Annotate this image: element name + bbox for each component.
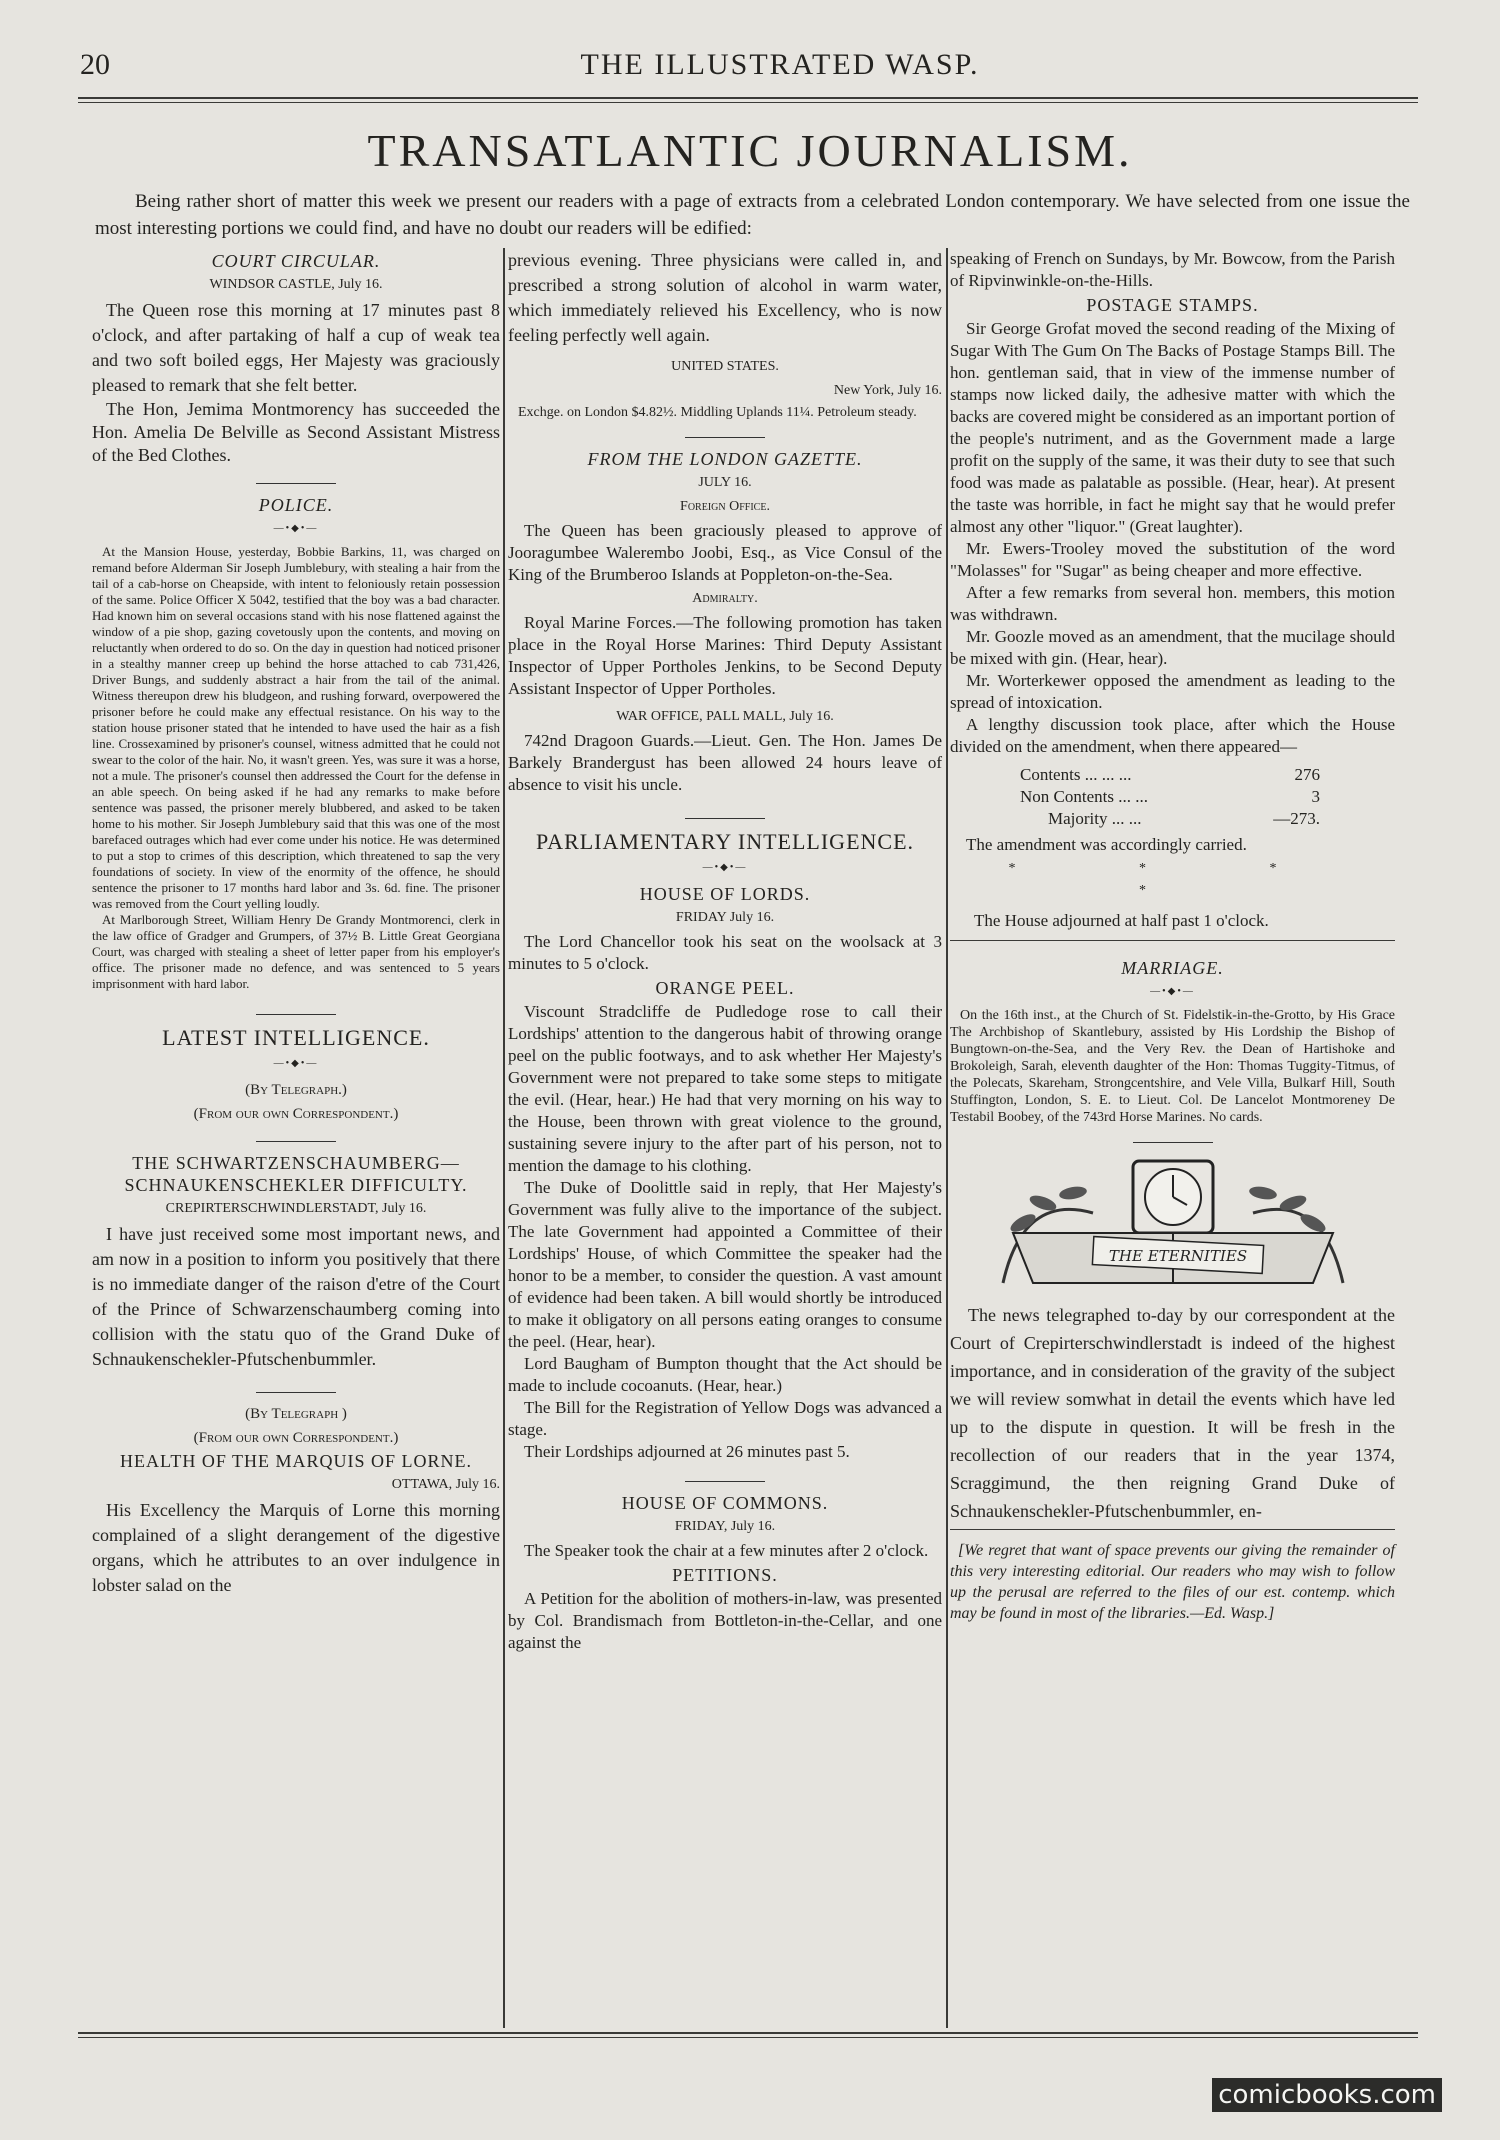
commons-continued-paragraph: speaking of French on Sundays, by Mr. Bowcow, from the Parish of Ripvinwinkle-on-the-Hills. (950, 249, 1395, 290)
noncontents-label: Non Contents ... ... (1020, 787, 1148, 806)
ornament: —•◆•— (702, 862, 748, 873)
lorne-continued-paragraph: previous evening. Three physicians were called in, and prescribed a strong solution of alcohol in warm water, which immediately relieved his Excellency, who is now feeling perfectly well again. (508, 250, 942, 345)
petitions-paragraph: A Petition for the abolition of mothers-in-law, was presented by Col. Brandismach from Bottleton-in-the-Cellar, and one against the (508, 1589, 942, 1652)
london-gazette-heading: FROM THE LONDON GAZETTE. (587, 449, 863, 469)
footer-rule-thin (78, 2037, 1418, 2038)
house-of-lords-heading: HOUSE OF LORDS. (639, 884, 811, 904)
page-title: TRANSATLANTIC JOURNALISM. (367, 125, 1133, 176)
divider (256, 1014, 336, 1015)
stamps-paragraph-5: Mr. Worterkewer opposed the amendment as leading to the spread of intoxication. (950, 671, 1395, 712)
schwartzenschaumberg-paragraph: I have just received some most important news, and am now in a position to inform you positively that there is no immediate danger of the raison d'etre of the Court of the Prince of Schwarzenschaumberg coming into collision with the statu quo of the Grand Duke of Schnaukenschekler-Pfutschenbummler. (92, 1224, 500, 1369)
foreign-office-label: Foreign Office. (680, 499, 770, 514)
orange-peel-heading: ORANGE PEEL. (655, 978, 795, 998)
orange-paragraph-4: The Bill for the Registration of Yellow Dogs was advanced a stage. (508, 1398, 942, 1439)
masthead: THE ILLUSTRATED WASP. (580, 48, 980, 81)
watermark: comicbooks.com (1212, 2078, 1442, 2112)
stamps-paragraph-6: A lengthy discussion took place, after which the House divided on the amendment, when there appeared— (950, 715, 1395, 756)
parliamentary-heading: PARLIAMENTARY INTELLIGENCE. (535, 829, 915, 854)
house-of-commons-heading: HOUSE OF COMMONS. (621, 1493, 829, 1513)
ornament: —•◆•— (1150, 986, 1195, 997)
commons-paragraph-1: The Speaker took the chair at a few minutes after 2 o'clock. (524, 1541, 929, 1560)
column-divider-2 (946, 248, 948, 2028)
eternities-illustration (983, 1153, 1363, 1293)
gazette-date: JULY 16. (698, 475, 752, 490)
majority-row (1020, 808, 1320, 830)
contents-row (1020, 764, 1320, 786)
court-circular-heading: COURT CIRCULAR. (211, 251, 381, 271)
header-rule-thin (78, 102, 1418, 103)
stamps-paragraph-3: After a few remarks from several hon. members, this motion was withdrawn. (950, 583, 1395, 624)
united-states-paragraph: Exchge. on London $4.82½. Middling Uplands 11¼. Petroleum steady. (518, 405, 917, 420)
lorne-dateline: OTTAWA, July 16. (391, 1477, 500, 1492)
stamps-paragraph-4: Mr. Goozle moved as an amendment, that the mucilage should be mixed with gin. (Hear, hear). (950, 627, 1395, 668)
united-states-heading: UNITED STATES. (671, 359, 779, 374)
divider (685, 1481, 765, 1482)
stamps-paragraph-7: The amendment was accordingly carried. (966, 835, 1247, 854)
lorne-heading: HEALTH OF THE MARQUIS OF LORNE. (119, 1451, 473, 1471)
admiralty-label: Admiralty. (692, 591, 758, 606)
police-heading: POLICE. (258, 495, 334, 515)
ornament: —•◆•— (273, 523, 319, 534)
footer-rule (78, 2032, 1418, 2034)
banner-text: THE ETERNITIES (1108, 1247, 1247, 1265)
ornament: —•◆•— (273, 1058, 319, 1069)
divider (1133, 1142, 1213, 1143)
division-table (1020, 764, 1320, 830)
court-paragraph-1: The Queen rose this morning at 17 minutes past 8 o'clock, and after partaking of half a cup of weak tea and two soft boiled eggs, Her Majesty was graciously pleased to remark that she felt better. (92, 300, 500, 395)
divider (256, 483, 336, 484)
by-telegraph-2: (By Telegraph ) (245, 1406, 347, 1422)
divider (685, 818, 765, 819)
column-2 (508, 248, 942, 1654)
postage-stamps-heading: POSTAGE STAMPS. (1086, 295, 1259, 315)
orange-paragraph-3: Lord Baugham of Bumpton thought that the Act should be made to include cocoanuts. (Hear, hear.) (508, 1354, 942, 1395)
orange-paragraph-2: The Duke of Doolittle said in reply, that Her Majesty's Government was fully alive to the importance of the subject. The late Government had appointed a Committee of their Lordships' House, of which Committee the speaker had the honor to be a member, to consider the question. A vast amount of evidence had been taken. A bill would shortly be introduced to make it obligatory on all persons eating oranges to consume the peel. (Hear, hear). (508, 1178, 942, 1351)
noncontents-value: 3 (1311, 787, 1320, 806)
marriage-heading: MARRIAGE. (1121, 958, 1224, 978)
gazette-paragraph-2: Royal Marine Forces.—The following promotion has taken place in the Royal Horse Marines: Third Deputy Assistant Inspector of Upper Portholes Jenkins, to be Second Deputy Assistant Inspector of Upper Portholes. (508, 613, 942, 698)
petitions-heading: PETITIONS. (672, 1565, 778, 1585)
header-rule (78, 97, 1418, 99)
majority-value: —273. (1273, 809, 1320, 828)
orange-paragraph-5: Their Lordships adjourned at 26 minutes past 5. (524, 1442, 850, 1461)
column-1 (92, 248, 500, 1598)
divider (256, 1392, 336, 1393)
column-divider-1 (503, 248, 505, 2028)
editorial-paragraph: The news telegraphed to-day by our correspondent at the Court of Crepirterschwindlerstadt is indeed of the highest importance, and in consideration of the gravity of the subject we will review somwhat in detail the events which have led up to the dispute in question. It will be fresh in the recollection of our readers that in the year 1374, Scraggimund, the then reigning Grand Duke of Schnaukenschekler-Pfutschenbummler, en- (950, 1305, 1395, 1521)
stamps-paragraph-1: Sir George Grofat moved the second reading of the Mixing of Sugar With The Gum On The Backs of Postage Stamps Bill. The hon. gentleman said, that in view of the immense number of stamps now licked daily, the adhesive matter with which the backs are covered might be considered as an important portion of the people's nutriment, and as the Government made a large profit on the supply of the same, it was their duty to see that such food was made as palatable as possible. (Hear, hear). At present the taste was horrible, in fact he might say that he would prefer almost any other "liquor." (Great laughter). (950, 319, 1395, 536)
lords-date: FRIDAY July 16. (675, 910, 775, 925)
contents-value: 276 (1294, 765, 1320, 784)
editor-note: [We regret that want of space prevents our giving the remainder of this very interesting editorial. Our readers who may wish to follow up the perusal are referred to the files of our est. contemp. which may be found in most of the libraries.—Ed. Wasp.] (950, 1542, 1395, 1622)
schwartzenschaumberg-heading: THE SCHWARTZENSCHAUMBERG—SCHNAUKENSCHEKLER DIFFICULTY. (124, 1153, 468, 1195)
own-correspondent: (From our own Correspondent.) (193, 1106, 399, 1122)
column-3 (950, 248, 1395, 1624)
noncontents-row (1020, 786, 1320, 808)
united-states-dateline: New York, July 16. (833, 383, 942, 398)
note-rule (950, 1529, 1395, 1530)
war-office-dateline: WAR OFFICE, PALL MALL, July 16. (616, 709, 834, 724)
commons-date: FRIDAY, July 16. (674, 1519, 776, 1534)
latest-intelligence-heading: LATEST INTELLIGENCE. (162, 1025, 430, 1050)
schwartzenschaumberg-dateline: CREPIRTERSCHWINDLERSTADT, July 16. (165, 1201, 427, 1216)
by-telegraph: (By Telegraph.) (245, 1082, 347, 1098)
page-number: 20 (80, 48, 110, 81)
police-paragraph-1: At the Mansion House, yesterday, Bobbie Barkins, 11, was charged on remand before Alderman Sir Joseph Jumblebury, with stealing a hair from the tail of a cab-horse on Cheapside, with intent to feloniously retain possession of the same. Police Officer X 5042, testified that the boy was a bad character. Had known him on several occasions stand with his nose flattened against the window of a pie shop, gazing covetously upon the contents, and moving on reluctantly when ordered to do so. On the day in question had noticed prisoner in a stealthy manner creep up behind the horse attached to cab 731,426, Driver Bungs, and suddenly abstract a hair from the tail of the animal. Witness thereupon drew his bludgeon, and rushing forward, overpowered the prisoner before he could make any effectual resistance. On his way to the station house prisoner stated that he intended to have used the hair as a fish line. Crossexamined by prisoner's counsel, witness admitted that he could not swear to the color of the hair. No, it wasn't green. Yes, was sure it was a horse, not a mule. The prisoner's counsel then addressed the Court for the defense in an able speech. On being asked if he had any remarks to make before sentence was passed, the prisoner merely blubbered, and asked to be taken home to his mother. Sir Joseph Jumblebury said that this was one of the most barefaced outrages which had ever come under his notice. He was determined to put a stop to crimes of this description, which threatened to sap the very foundations of society. In view of the enormity of the offence, he should sentence the prisoner to 17 months hard labor and 3s. 6d. fine. The prisoner was removed from the Court yelling loudly. (92, 544, 500, 911)
section-rule (950, 940, 1395, 941)
contents-label: Contents ... ... ... (1020, 765, 1132, 784)
divider (256, 1141, 336, 1142)
lorne-paragraph: His Excellency the Marquis of Lorne this morning complained of a slight derangement of the digestive organs, which he attributes to an over indulgence in lobster salad on the (92, 1500, 500, 1595)
orange-paragraph-1: Viscount Stradcliffe de Pudledoge rose to call their Lordships' attention to the dangerous habit of throwing orange peel on the public footways, and to ask whether Her Majesty's Government were not prepared to take some steps to mitigate the evil. (Hear, hear.) He had that very morning on his way to the House, been thrown with great violence to the ground, sustaining severe injury to the after part of his person, not to mention the damage to his clothing. (508, 1002, 942, 1175)
lords-paragraph-1: The Lord Chancellor took his seat on the woolsack at 3 minutes to 5 o'clock. (508, 932, 942, 973)
own-correspondent-2: (From our own Correspondent.) (193, 1430, 399, 1446)
war-office-paragraph: 742nd Dragoon Guards.—Lieut. Gen. The Hon. James De Barkely Brandergust has been allowed 24 hours leave of absence to visit his uncle. (508, 731, 942, 794)
marriage-paragraph: On the 16th inst., at the Church of St. Fidelstik-in-the-Grotto, by His Grace The Archbishop of Skantlebury, assisted by His Lordship the Bishop of Bungtown-on-the-Sea, and the Very Rev. the Dean of Hartishoke and Brokoleigh, Sarah, eleventh daughter of the Hon: Thomas Tuggity-Titmus, of the Polecats, Skareham, Strongcentshire, and Vele Villa, Bulkarf Hill, South Stuffington, London, S. E. to Lieut. Col. De Lancelot Montmoreney De Testabil Boobey, of the 743rd Horse Marines. No cards. (950, 1008, 1395, 1125)
stamps-paragraph-2: Mr. Ewers-Trooley moved the substitution of the word "Molasses" for "Sugar" as being cheaper and more effective. (950, 539, 1395, 580)
stamps-paragraph-8: The House adjourned at half past 1 o'clock. (974, 911, 1269, 930)
divider (685, 437, 765, 438)
court-paragraph-2: The Hon, Jemima Montmorency has succeeded the Hon. Amelia De Belville as Second Assistant Mistress of the Bed Clothes. (92, 399, 500, 465)
court-dateline: WINDSOR CASTLE, July 16. (209, 277, 383, 292)
intro-paragraph: Being rather short of matter this week we present our readers with a page of extracts from a celebrated London contemporary. We have selected from one issue the most interesting portions we could find, and have no doubt our readers will be edified: (95, 191, 1410, 239)
asterisk-separator: * * * * (1008, 861, 1337, 898)
majority-label: Majority ... ... (1048, 809, 1142, 828)
gazette-paragraph-1: The Queen has been graciously pleased to approve of Jooragumbee Walerembo Joobi, Esq., as Vice Consul of the King of the Brumberoo Islands at Poppleton-on-the-Sea. (508, 521, 942, 584)
police-paragraph-2: At Marlborough Street, William Henry De Grandy Montmorenci, clerk in the law office of Gradger and Grumpers, of 37½ B. Little Great Georgiana Court, was charged with stealing a sheet of letter paper from his employer's office. The prisoner made no defence, and was sentenced to 5 years imprisonment with hard labor. (92, 912, 500, 991)
